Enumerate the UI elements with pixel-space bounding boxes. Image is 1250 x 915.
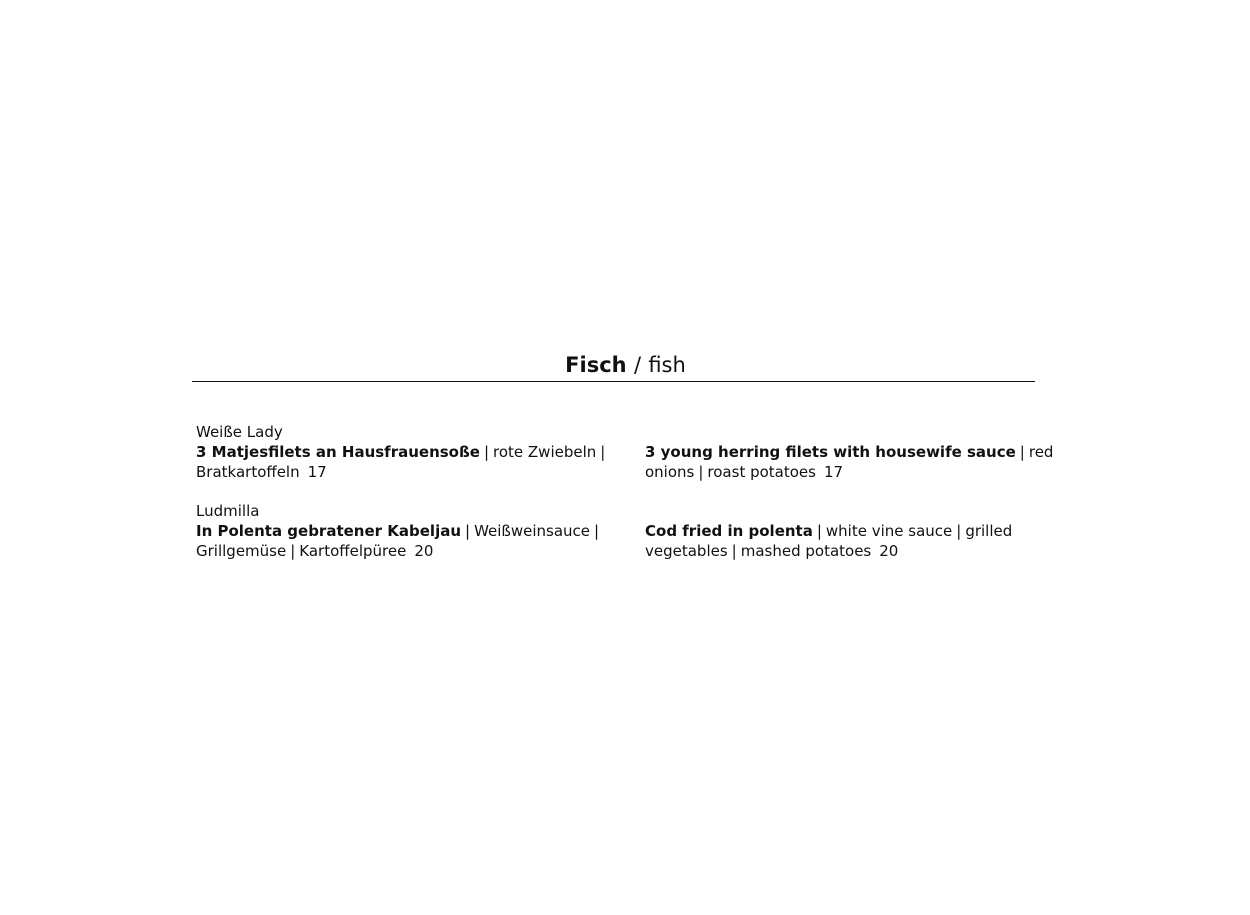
dish-main-component: 3 young herring filets with housewife sauce	[645, 443, 1016, 461]
dish-side: vegetables	[645, 542, 728, 560]
dish-side: grilled	[965, 522, 1013, 540]
dish-main-component: Cod fried in polenta	[645, 522, 813, 540]
section-title	[192, 350, 1035, 380]
dish-description-line-2: onions | roast potatoes 17	[645, 463, 844, 481]
dish-description-line-1: 3 young herring filets with housewife sauce | red	[645, 443, 1054, 461]
dish-side: roast potatoes	[707, 463, 816, 481]
dish-side: mashed potatoes	[740, 542, 872, 560]
section-title-de: Fisch	[565, 353, 627, 377]
dish-side: white vine sauce	[825, 522, 953, 540]
dish-side: Weißweinsauce	[474, 522, 591, 540]
dish-main-component: In Polenta gebratener Kabeljau	[196, 522, 462, 540]
dish-description-line-2: Grillgemüse | Kartoffelpüree 20	[196, 542, 434, 560]
dish-side: Grillgemüse	[196, 542, 287, 560]
dish-weisse-lady-de	[196, 422, 606, 482]
dish-description-line-2: vegetables | mashed potatoes 20	[645, 542, 899, 560]
dish-name: Ludmilla	[196, 502, 260, 520]
dish-ludmilla-en	[645, 521, 1035, 561]
dish-ludmilla-de	[196, 501, 600, 561]
menu-section-fish	[192, 350, 1054, 560]
dish-price: 17	[823, 463, 844, 481]
dish-description-line-1: In Polenta gebratener Kabeljau | Weißweinsauce |	[196, 522, 600, 540]
dish-side: onions	[645, 463, 695, 481]
dish-main-component: 3 Matjesfilets an Hausfrauensoße	[196, 443, 480, 461]
section-title-en: fish	[648, 353, 686, 377]
dish-description-line-2	[196, 462, 596, 482]
dish-description-line-1: Cod fried in polenta | white vine sauce | grilled	[645, 522, 1013, 540]
section-divider	[192, 381, 1035, 382]
section-title-separator: /	[633, 353, 642, 377]
dish-side: Kartoffelpüree	[299, 542, 407, 560]
dish-side: red	[1028, 443, 1054, 461]
dish-name: Weiße Lady	[196, 423, 283, 441]
dish-price: 17	[307, 463, 327, 481]
dish-description-line-1: 3 Matjesfilets an Hausfrauensoße | rote Zwiebeln |	[196, 443, 606, 461]
dish-weisse-lady-en	[645, 442, 1054, 482]
dish-price: 20	[414, 542, 434, 560]
dish-side: rote Zwiebeln	[493, 443, 597, 461]
dish-price: 20	[879, 542, 899, 560]
dish-side: Bratkartoffeln	[196, 463, 300, 481]
